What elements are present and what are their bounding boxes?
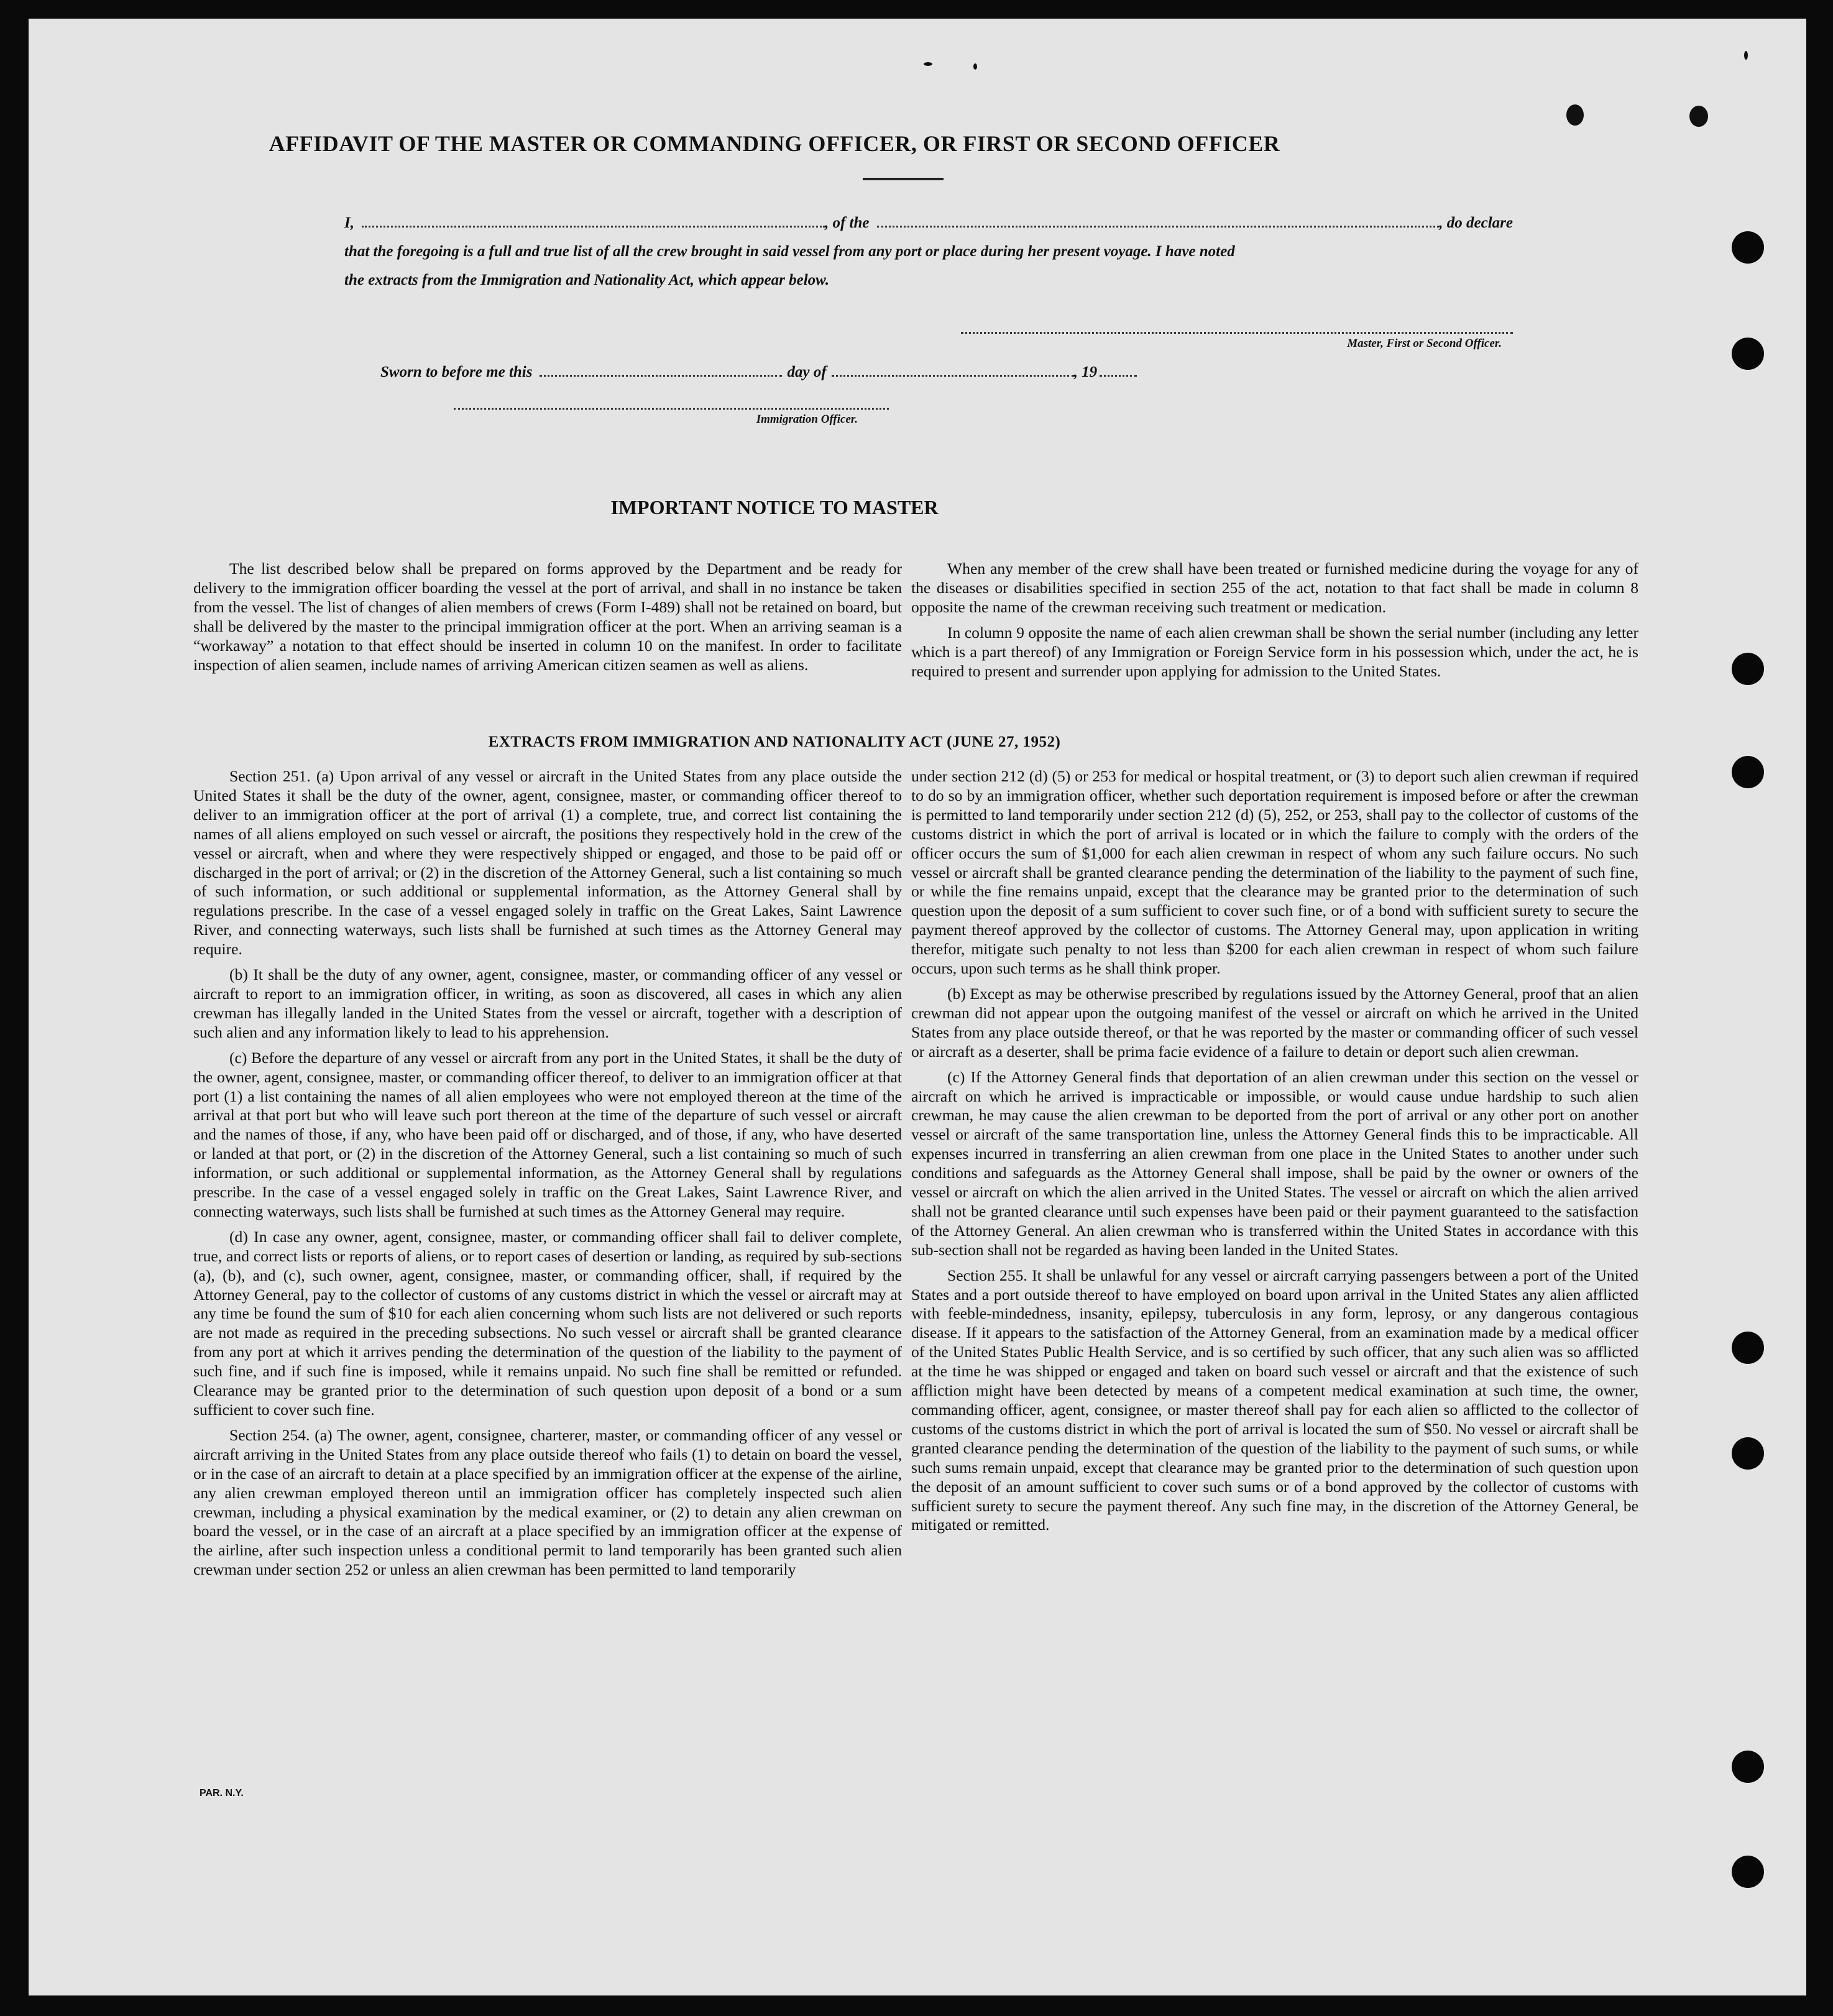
ink-speck [924,62,932,66]
punch-hole [1732,231,1764,264]
section-254-a: Section 254. (a) The owner, agent, consignee, charterer, master, or commanding officer of any vessel or aircraft arriving in the United States from any place outside thereof who fails (1) to detain on board the vessel, or in the case of an aircraft to detain at a place specified by an immigration officer at the expense of the airline, any alien crewman employed thereon until an immigration officer has completely inspected such alien crewman, including a physical examination by the medical examiner, or (2) to detain any alien crewman on board the vessel, or in the case of an aircraft at a place specified by an immigration officer at the expense of the airline, after such inspection unless a conditional permit to land temporarily has been granted such alien crewman under section 252 or unless an alien crewman has been permitted to land temporarily [193,1425,902,1579]
ink-speck [1689,106,1708,127]
punch-hole [1732,653,1764,685]
notice-right-paragraph-1: When any member of the crew shall have been treated or furnished medicine during the voyage for any of the diseases or disabilities specified in section 255 of the act, notation to that fact shall be made in column 8 opposite the name of the crewman receiving such treatment or medication. [911,559,1638,616]
decl-i-label: I, [344,214,354,231]
officer-signature-label: Immigration Officer. [756,413,858,426]
year-label: , 19 [1073,364,1098,380]
title-rule [863,178,944,180]
declaration-line-1 [344,209,1513,237]
ink-speck [1744,51,1748,60]
section-254-a-continued: under section 212 (d) (5) or 253 for medical or hospital treatment, or (3) to deport such alien crewman if required to do so by an immigration officer, whether such deportation requirement is imposed before or after the crewman is permitted to land temporarily under section 212 (d) (5), 252, or 253, shall pay to the collector of customs of the customs district in which the port of arrival is located or in which the failure to comply with the orders of the officer occurs the sum of $1,000 for each alien crewman in respect of whom any such failure occurs. No such vessel or aircraft shall be granted clearance pending the determination of the liability to the payment of such fine, or while the fine remains unpaid, except that the clearance may be granted prior to the determination of such question upon the deposit of a sum sufficient to cover such fine, or of a bond with sufficient surety to secure the payment thereof approved by the collector of customs. The Attorney General may, upon application in writing therefor, mitigate such penalty to not less than $200 for each alien crewman in respect of whom such failure occurs, upon such terms as he shall think proper. [911,767,1638,978]
notice-left-column [193,559,902,681]
section-251-d: (d) In case any owner, agent, consignee, master, or commanding officer shall fail to deliver complete, true, and correct lists or reports of aliens, or to report cases of desertion or landing, as required by sub-sections (a), (b), and (c), such owner, agent, consignee, master, or commanding officer, shall, if required by the Attorney General, pay to the collector of customs of any customs district in which the vessel or aircraft may at any time be found the sum of $10 for each alien concerning whom such lists are not delivered or such reports are not made as required in the preceding subsections. No such vessel or aircraft shall be granted clearance from any port at which it arrives pending the determination of the question of the liability to the payment of such fine, and if such fine is imposed, while it remains unpaid. No such fine shall be remitted or refunded. Clearance may be granted prior to the determination of such question upon deposit of a bond or a sum sufficient to cover such fine. [193,1227,902,1419]
vessel-field[interactable] [877,212,1440,228]
sworn-label: Sworn to before me this [380,364,533,380]
printer-imprint: PAR. N.Y. [200,1788,244,1798]
extracts-heading: EXTRACTS FROM IMMIGRATION AND NATIONALITY ACT (JUNE 27, 1952) [488,734,1061,750]
punch-hole [1732,1332,1764,1364]
ink-speck [973,63,977,70]
sworn-month-field[interactable] [832,361,1074,377]
section-251-c: (c) Before the departure of any vessel or aircraft from any port in the United States, it shall be the duty of the owner, agent, consignee, master, or commanding officer thereof, to deliver to an immigration officer at that port (1) a list containing the names of all alien employees who were not employed thereon at the time of the arrival at that port but who will leave such port thereon at the time of the departure of such vessel or aircraft and the names of those, if any, who have been paid off or discharged, and of those, if any, who have deserted or landed at that port, or (2) in the discretion of the Attorney General, such a list containing so much of such information, or such additional or supplemental information, as the Attorney General shall by regulations prescribe. In the case of a vessel engaged solely in traffic on the Great Lakes, Saint Lawrence River, and connecting waterways, such lists shall be furnished at such times as the Attorney General may require. [193,1048,902,1220]
form-page [29,19,1806,1995]
sworn-day-field[interactable] [540,361,782,377]
affidavit-title: AFFIDAVIT OF THE MASTER OR COMMANDING OFFICER, OR FIRST OR SECOND OFFICER [269,131,1280,156]
section-251-a: Section 251. (a) Upon arrival of any vessel or aircraft in the United States from any place outside the United States it shall be the duty of the owner, agent, consignee, master, or commanding officer thereof to deliver to an immigration officer at the port of arrival (1) a complete, true, and correct list containing the names of all aliens employed on such vessel or aircraft, the positions they respectively hold in the crew of the vessel or aircraft, when and where they were respectively shipped or engaged, and those to be paid off or discharged in the port of arrival; or (2) in the discretion of the Attorney General, such a list containing so much of such information, or such additional or supplemental information, as the Attorney General shall by regulations prescribe. In the case of a vessel engaged solely in traffic on the Great Lakes, Saint Lawrence River, and connecting waterways, such lists shall be furnished at such times as the Attorney General may require. [193,767,902,959]
extracts-left-column [193,767,902,1586]
notice-right-column [911,559,1638,687]
ink-speck [1566,104,1584,126]
section-254-c: (c) If the Attorney General finds that deportation of an alien crewman under this section on the vessel or aircraft on which he arrived is impracticable or impossible, or would cause undue hardship to such alien crewman, he may cause the alien crewman to be deported from the port of arrival or any other port on another vessel or aircraft of the same transportation line, unless the Attorney General finds this to be impracticable. All expenses incurred in transferring an alien crewman from one place in the United States to another under such conditions and safeguards as the Attorney General shall impose, shall be paid by the owner or owners of the vessel or aircraft on which the alien arrived in the United States. The vessel or aircraft on which the alien arrived shall not be granted clearance until such expenses have been paid or their payment guaranteed to the satisfaction of the Attorney General. An alien crewman who is transferred within the United States in accordance with this sub-section shall not be regarded as having been landed in the United States. [911,1067,1638,1259]
punch-hole [1732,1437,1764,1470]
notice-heading: IMPORTANT NOTICE TO MASTER [610,496,939,518]
decl-of-the-label: , of the [824,214,870,231]
sworn-line [380,358,1238,386]
decl-do-declare-label: , do declare [1439,214,1513,231]
section-255: Section 255. It shall be unlawful for any vessel or aircraft carrying passengers between a port of the United States and a port outside thereof to have employed on board upon arrival in the United States any alien afflicted with feeble-mindedness, insanity, epilepsy, tuberculosis in any form, leprosy, or any dangerous contagious disease. If it appears to the satisfaction of the Attorney General, from an examination made by a medical officer of the United States Public Health Service, and is so certified by such officer, that any such alien was so afflicted at the time he was shipped or engaged and taken on board such vessel or aircraft and that the existence of such affliction might have been detected by means of a competent medical examination at such time, the owner, commanding officer, agent, consignee, or master thereof shall pay for each alien so afflicted to the collector of customs of the customs district in which the port of arrival is located the sum of $50. No vessel or aircraft shall be granted clearance pending the determination of the question of the liability to the payment of such sums, or while such sums remain unpaid, except that clearance may be granted prior to the determination of such question upon the deposit of an amount sufficient to cover such sums or of a bond approved by the collector of customs with sufficient surety to secure the payment thereof. Any such fine may, in the discretion of the Attorney General, be mitigated or remitted. [911,1266,1638,1534]
extracts-right-column [911,767,1638,1541]
punch-hole [1732,1751,1764,1783]
punch-hole [1732,756,1764,788]
declaration-line-3: the extracts from the Immigration and Nationality Act, which appear below. [344,272,830,288]
master-signature-line[interactable] [961,332,1513,334]
notice-right-paragraph-2: In column 9 opposite the name of each alien crewman shall be shown the serial number (including any letter which is a part thereof) of any Immigration or Foreign Service form in his possession which, under the act, he is required to present and surrender upon applying for admission to the United States. [911,623,1638,680]
declaration-line-2: that the foregoing is a full and true list of all the crew brought in said vessel from any port or place during her present voyage. I have noted [344,243,1235,260]
section-251-b: (b) It shall be the duty of any owner, agent, consignee, master, or commanding officer of any vessel or aircraft to report to an immigration officer, in writing, as soon as discovered, all cases in which any alien crewman has illegally landed in the United States from the vessel or aircraft, together with a description of such alien and any information likely to lead to his apprehension. [193,965,902,1041]
punch-hole [1732,1856,1764,1888]
year-field[interactable] [1100,361,1137,377]
officer-signature-line[interactable] [454,408,889,410]
notice-left-paragraph: The list described below shall be prepared on forms approved by the Department and be ready for delivery to the immigration officer boarding the vessel at the port of arrival, and shall in no instance be taken from the vessel. The list of changes of alien members of crews (Form I-489) shall not be retained on board, but shall be delivered by the master to the principal immigration officer at the port. When an arriving seaman is a “workaway” a notation to that effect should be inserted in column 10 on the manifest. In order to facilitate inspection of alien seamen, include names of arriving American citizen seamen as well as aliens. [193,559,902,674]
name-field[interactable] [362,212,825,228]
section-254-b: (b) Except as may be otherwise prescribed by regulations issued by the Attorney General, proof that an alien crewman did not appear upon the outgoing manifest of the vessel or aircraft on which he arrived in the United States from any place outside thereof, or that he was reported by the master or commanding officer of such vessel or aircraft as a deserter, shall be prima facie evidence of a failure to detain or deport such alien crewman. [911,984,1638,1061]
punch-hole [1732,338,1764,370]
master-signature-label: Master, First or Second Officer. [1347,337,1502,350]
day-of-label: day of [787,364,827,380]
